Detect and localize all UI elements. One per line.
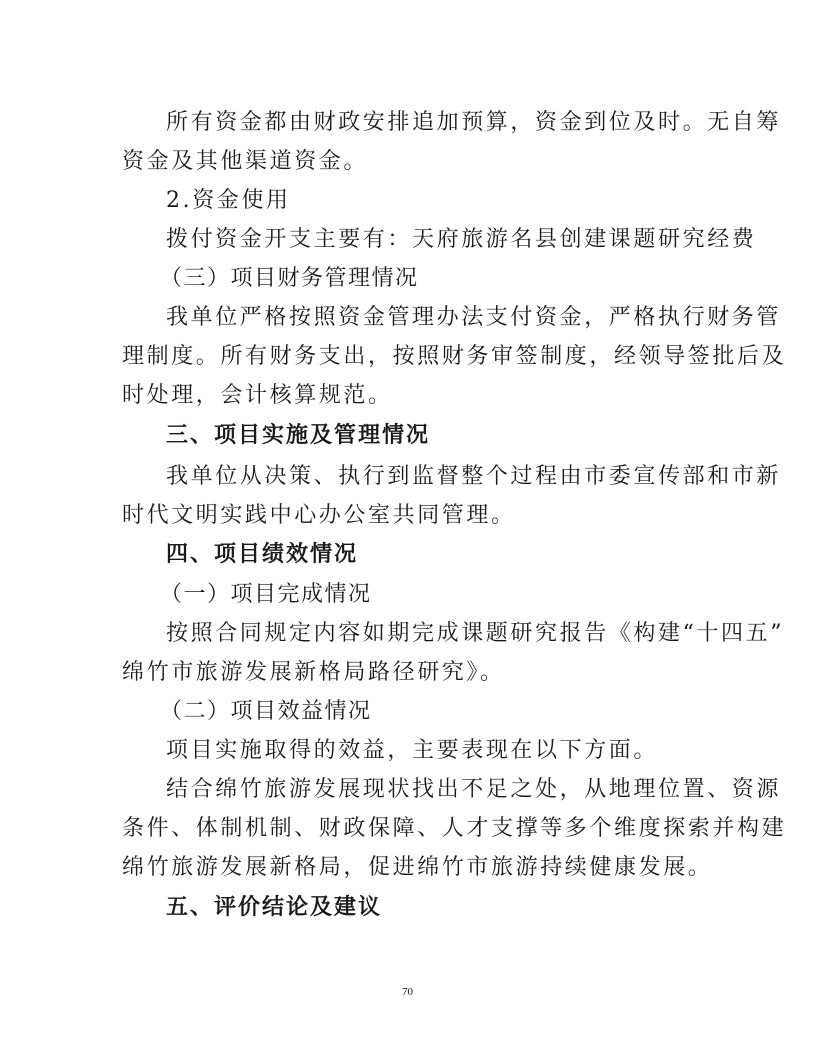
body-paragraph-line: 时处理，会计核算规范。 <box>122 383 393 408</box>
body-paragraph-line: 所有资金都由财政安排追加预算，资金到位及时。无自筹 <box>166 110 782 135</box>
section-subheading: （一）项目完成情况 <box>160 582 372 607</box>
body-paragraph-line: 资金及其他渠道资金。 <box>122 149 369 174</box>
body-paragraph-line: 结合绵竹旅游发展现状找出不足之处，从地理位置、资源 <box>166 777 782 802</box>
body-paragraph-line: 理制度。所有财务支出，按照财务审签制度，经领导签批后及 <box>122 344 787 369</box>
body-paragraph-line: 绵竹市旅游发展新格局路径研究》。 <box>122 660 505 685</box>
body-paragraph-line: 按照合同规定内容如期完成课题研究报告《构建“十四五” <box>166 621 785 646</box>
section-subheading: （二）项目效益情况 <box>160 699 372 724</box>
body-paragraph-line: 我单位严格按照资金管理办法支付资金，严格执行财务管 <box>166 305 782 330</box>
body-paragraph-line: 我单位从决策、执行到监督整个过程由市委宣传部和市新 <box>166 464 782 489</box>
body-paragraph-line: 绵竹旅游发展新格局，促进绵竹市旅游持续健康发展。 <box>122 855 713 880</box>
body-paragraph-line: 项目实施取得的效益，主要表现在以下方面。 <box>166 738 659 763</box>
body-paragraph-line: 时代文明实践中心办公室共同管理。 <box>122 503 516 528</box>
body-paragraph-line: 拨付资金开支主要有：天府旅游名县创建课题研究经费 <box>166 227 757 252</box>
section-heading: 四、项目绩效情况 <box>166 542 359 567</box>
numbered-subtitle: 2.资金使用 <box>166 188 291 213</box>
page-number: 70 <box>402 986 413 998</box>
section-heading: 三、项目实施及管理情况 <box>166 423 431 448</box>
section-heading: 五、评价结论及建议 <box>166 895 383 920</box>
section-subheading: （三）项目财务管理情况 <box>160 266 419 291</box>
body-paragraph-line: 条件、体制机制、财政保障、人才支撑等多个维度探索并构建 <box>122 816 787 841</box>
